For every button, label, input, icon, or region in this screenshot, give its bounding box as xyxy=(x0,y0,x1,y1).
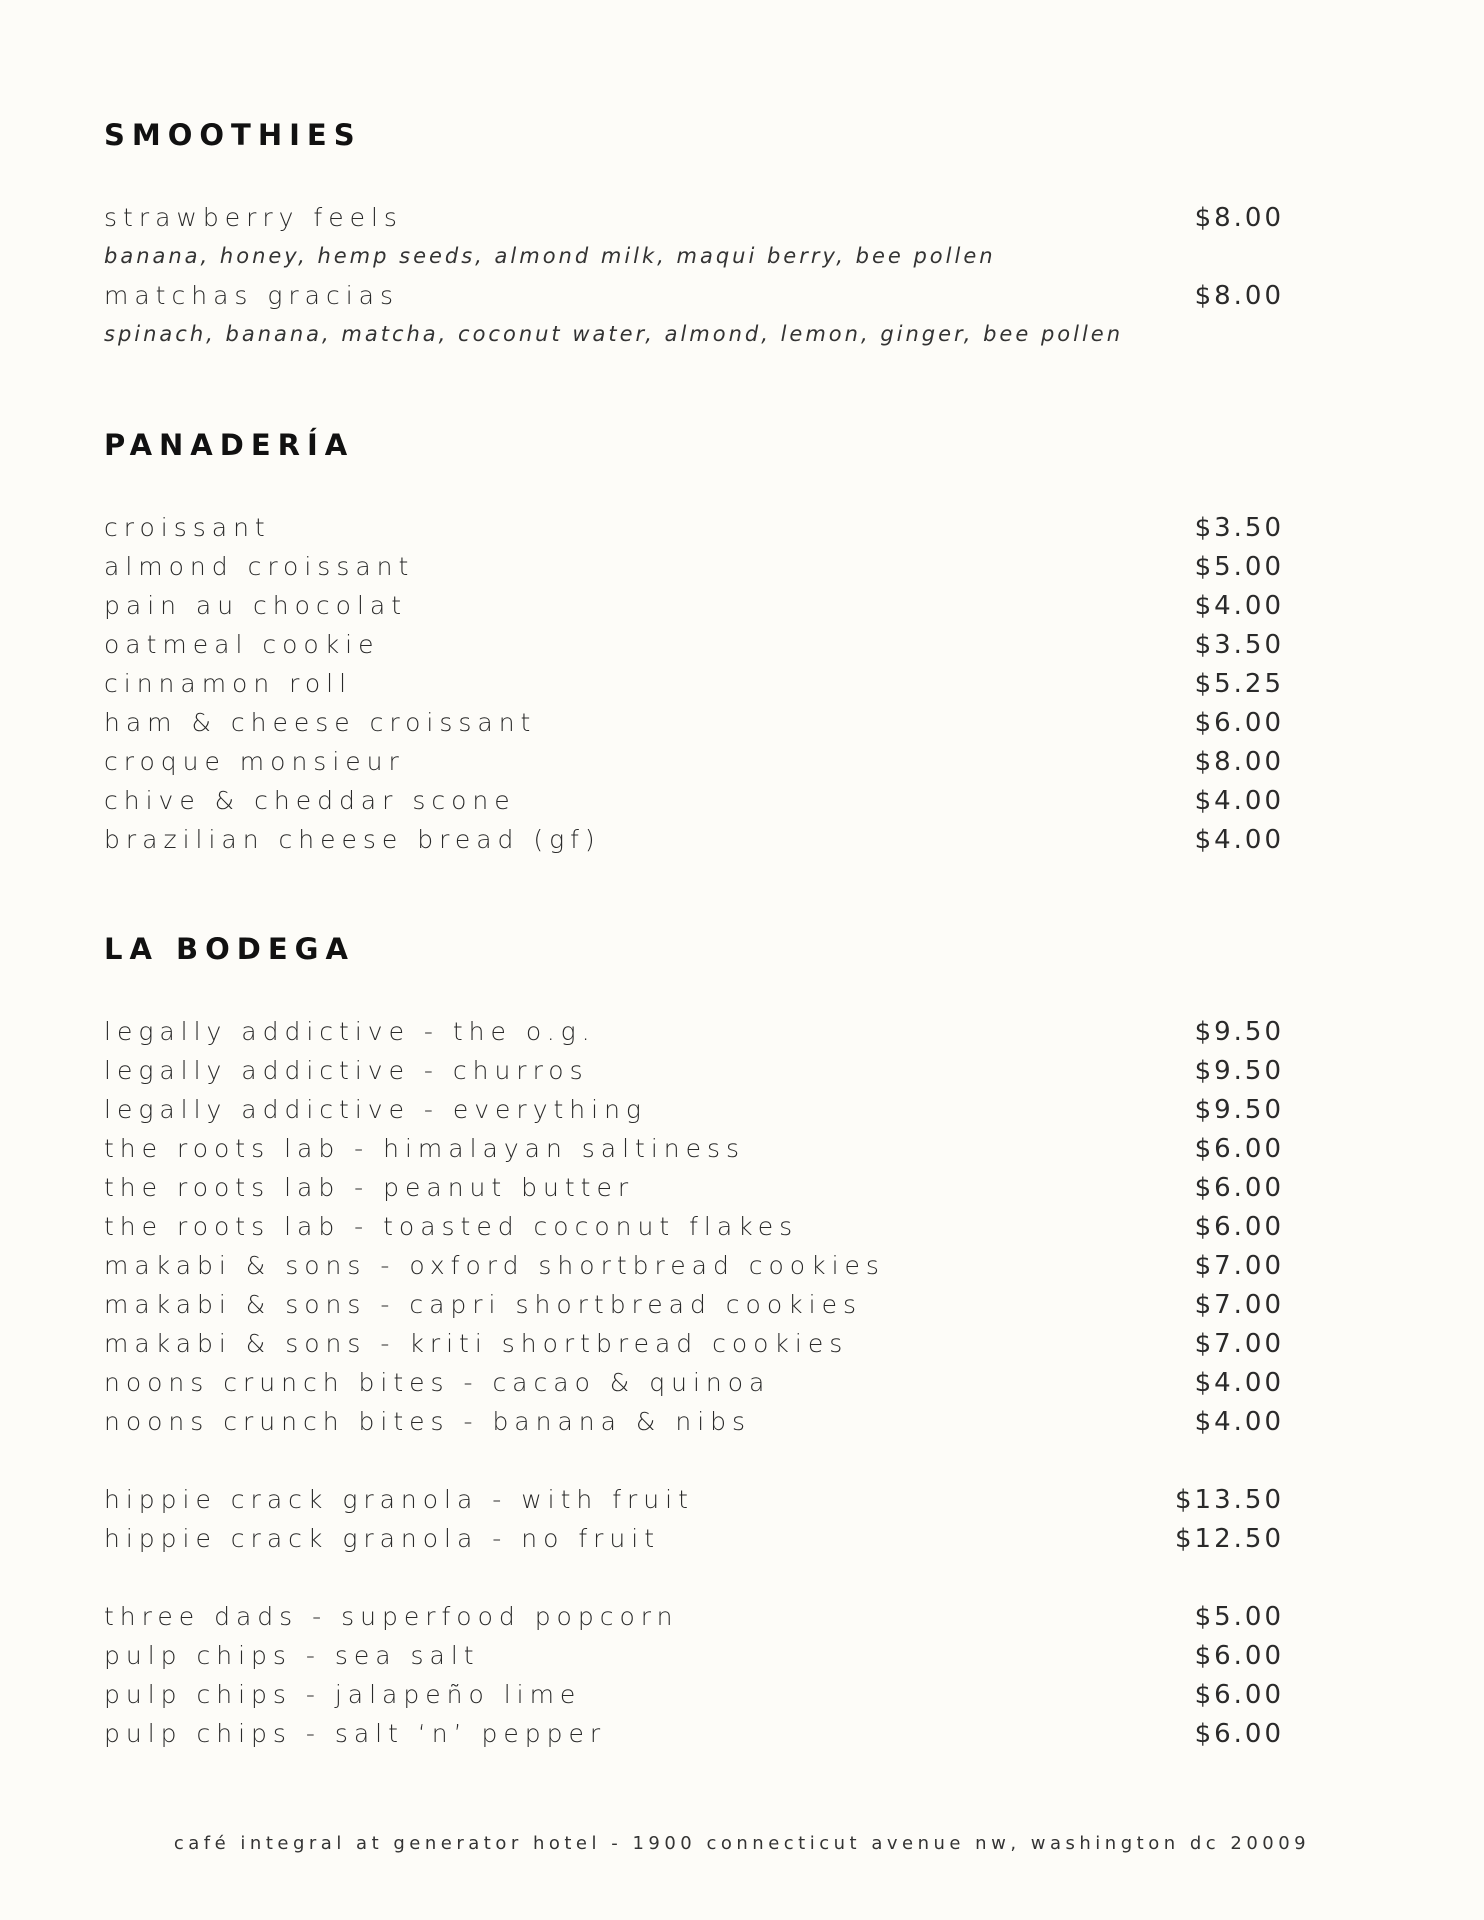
section-title-smoothies: SMOOTHIES xyxy=(104,118,362,152)
item-price: $4.00 xyxy=(1194,786,1284,816)
menu-item xyxy=(104,1324,1284,1363)
item-price: $3.50 xyxy=(1194,630,1284,660)
menu-item xyxy=(104,1246,1284,1285)
menu-item xyxy=(104,586,1284,625)
menu-item xyxy=(104,1675,1284,1714)
menu-item xyxy=(104,198,1284,237)
item-name: hippie crack granola - with fruit xyxy=(104,1485,694,1514)
item-name: brazilian cheese bread (gf) xyxy=(104,825,601,854)
item-price: $9.50 xyxy=(1194,1095,1284,1125)
item-name: legally addictive - everything xyxy=(104,1095,647,1124)
item-price: $8.00 xyxy=(1194,281,1284,311)
item-price: $8.00 xyxy=(1194,747,1284,777)
section-smoothies xyxy=(104,114,1284,354)
section-la-bodega xyxy=(104,928,1284,1753)
group-spacer xyxy=(104,1558,1284,1597)
item-name: three dads - superfood popcorn xyxy=(104,1602,679,1631)
item-price: $6.00 xyxy=(1194,708,1284,738)
item-price: $6.00 xyxy=(1194,1641,1284,1671)
item-name: strawberry feels xyxy=(104,203,403,232)
menu-item xyxy=(104,1480,1284,1519)
item-name: matchas gracias xyxy=(104,281,399,310)
item-name: croque monsieur xyxy=(104,747,405,776)
item-name: makabi & sons - kriti shortbread cookies xyxy=(104,1329,849,1358)
menu-item xyxy=(104,547,1284,586)
section-title-la-bodega: LA BODEGA xyxy=(104,932,355,966)
menu-item xyxy=(104,1051,1284,1090)
menu-item xyxy=(104,1012,1284,1051)
menu-item xyxy=(104,664,1284,703)
panaderia-list xyxy=(104,508,1284,859)
menu-item xyxy=(104,1636,1284,1675)
item-price: $4.00 xyxy=(1194,591,1284,621)
item-name: noons crunch bites - cacao & quinoa xyxy=(104,1368,771,1397)
item-name: almond croissant xyxy=(104,552,415,581)
item-name: pulp chips - sea salt xyxy=(104,1641,480,1670)
section-panaderia xyxy=(104,424,1284,859)
item-price: $4.00 xyxy=(1194,1368,1284,1398)
menu-item xyxy=(104,742,1284,781)
item-price: $6.00 xyxy=(1194,1134,1284,1164)
item-name: pulp chips - salt ‘n’ pepper xyxy=(104,1719,607,1748)
item-name: legally addictive - the o.g. xyxy=(104,1017,596,1046)
item-price: $9.50 xyxy=(1194,1017,1284,1047)
item-price: $13.50 xyxy=(1175,1485,1284,1515)
menu-item xyxy=(104,1363,1284,1402)
item-name: oatmeal cookie xyxy=(104,630,380,659)
menu-item xyxy=(104,1207,1284,1246)
menu-item xyxy=(104,276,1284,315)
item-price: $9.50 xyxy=(1194,1056,1284,1086)
item-price: $4.00 xyxy=(1194,825,1284,855)
item-price: $6.00 xyxy=(1194,1719,1284,1749)
menu-item xyxy=(104,508,1284,547)
menu-item xyxy=(104,781,1284,820)
item-description: spinach, banana, matcha, coconut water, almond, lemon, ginger, bee pollen xyxy=(104,322,1124,346)
item-price: $7.00 xyxy=(1194,1329,1284,1359)
menu-item xyxy=(104,625,1284,664)
item-name: pain au chocolat xyxy=(104,591,408,620)
item-name: makabi & sons - oxford shortbread cookies xyxy=(104,1251,885,1280)
item-price: $5.00 xyxy=(1194,1602,1284,1632)
item-name: cinnamon roll xyxy=(104,669,353,698)
smoothies-list xyxy=(104,198,1284,354)
section-title-panaderia: PANADERÍA xyxy=(104,428,355,462)
bodega-list xyxy=(104,1012,1284,1753)
menu-item xyxy=(104,1168,1284,1207)
item-price: $5.00 xyxy=(1194,552,1284,582)
menu-item xyxy=(104,820,1284,859)
menu-item xyxy=(104,1714,1284,1753)
menu-item xyxy=(104,703,1284,742)
item-price: $4.00 xyxy=(1194,1407,1284,1437)
item-price: $6.00 xyxy=(1194,1173,1284,1203)
item-name: croissant xyxy=(104,513,271,542)
menu-item xyxy=(104,1090,1284,1129)
item-name: the roots lab - peanut butter xyxy=(104,1173,635,1202)
menu-item xyxy=(104,1285,1284,1324)
item-name: ham & cheese croissant xyxy=(104,708,537,737)
item-name: pulp chips - jalapeño lime xyxy=(104,1680,582,1709)
item-name: hippie crack granola - no fruit xyxy=(104,1524,660,1553)
item-price: $3.50 xyxy=(1194,513,1284,543)
item-price: $8.00 xyxy=(1194,203,1284,233)
item-price: $5.25 xyxy=(1194,669,1284,699)
item-name: noons crunch bites - banana & nibs xyxy=(104,1407,752,1436)
item-name: makabi & sons - capri shortbread cookies xyxy=(104,1290,862,1319)
item-price: $7.00 xyxy=(1194,1290,1284,1320)
item-name: chive & cheddar scone xyxy=(104,786,516,815)
item-price: $7.00 xyxy=(1194,1251,1284,1281)
item-price: $6.00 xyxy=(1194,1212,1284,1242)
menu-item xyxy=(104,1402,1284,1441)
group-spacer xyxy=(104,1441,1284,1480)
item-description: banana, honey, hemp seeds, almond milk, maqui berry, bee pollen xyxy=(104,244,996,268)
footer-address: café integral at generator hotel - 1900 connecticut avenue nw, washington dc 20009 xyxy=(173,1833,1311,1854)
item-price: $12.50 xyxy=(1175,1524,1284,1554)
menu-item xyxy=(104,1519,1284,1558)
item-name: legally addictive - churros xyxy=(104,1056,589,1085)
menu-item xyxy=(104,1597,1284,1636)
item-price: $6.00 xyxy=(1194,1680,1284,1710)
item-name: the roots lab - toasted coconut flakes xyxy=(104,1212,799,1241)
item-name: the roots lab - himalayan saltiness xyxy=(104,1134,746,1163)
menu-item xyxy=(104,1129,1284,1168)
